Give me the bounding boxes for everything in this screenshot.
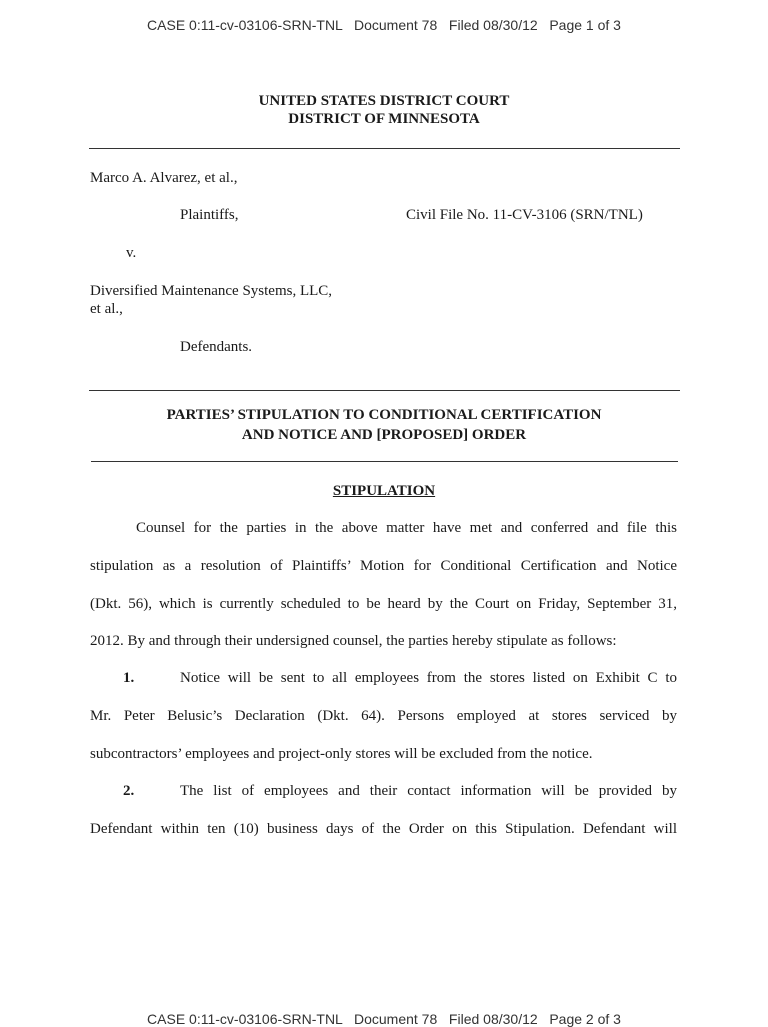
- defendant-name-line1: Diversified Maintenance Systems, LLC,: [90, 283, 333, 299]
- item-2-number: 2.: [123, 783, 135, 799]
- defendant-role: Defendants.: [180, 339, 253, 355]
- intro-line-4: 2012. By and through their undersigned counsel, the parties hereby stipulate as follows:: [90, 633, 617, 649]
- document-title-line1: PARTIES’ STIPULATION TO CONDITIONAL CERTIFICATION: [166, 407, 602, 423]
- versus-label: v.: [126, 245, 137, 261]
- section-heading: STIPULATION: [332, 483, 436, 499]
- intro-line-2: stipulation as a resolution of Plaintiffs’ Motion for Conditional Certification and Notice: [90, 558, 677, 574]
- divider-caption-bottom: [89, 390, 680, 391]
- item-1-line-3: subcontractors’ employees and project-only stores will be excluded from the notice.: [90, 746, 593, 762]
- divider-top: [89, 148, 680, 149]
- item-1-first-line: Notice will be sent to all employees from the stores listed on Exhibit C to: [180, 670, 677, 686]
- court-district: DISTRICT OF MINNESOTA: [288, 111, 480, 127]
- civil-file-number: Civil File No. 11-CV-3106 (SRN/TNL): [406, 207, 643, 223]
- defendant-name-line2: et al.,: [90, 301, 123, 317]
- court-name: UNITED STATES DISTRICT COURT: [258, 93, 510, 109]
- item-1-line-2: Mr. Peter Belusic’s Declaration (Dkt. 64). Persons employed at stores serviced by: [90, 708, 677, 724]
- intro-line-1: Counsel for the parties in the above matter have met and conferred and file this: [136, 520, 677, 536]
- intro-line-3: (Dkt. 56), which is currently scheduled to be heard by the Court on Friday, September 31,: [90, 596, 677, 612]
- item-2-line-2: Defendant within ten (10) business days of the Order on this Stipulation. Defendant will: [90, 821, 677, 837]
- divider-title-bottom: [91, 461, 678, 462]
- plaintiff-role: Plaintiffs,: [180, 207, 239, 223]
- page-header-next: CASE 0:11-cv-03106-SRN-TNL Document 78 Filed 08/30/12 Page 2 of 3: [147, 1011, 621, 1027]
- page-header-top: CASE 0:11-cv-03106-SRN-TNL Document 78 Filed 08/30/12 Page 1 of 3: [147, 17, 621, 33]
- document-title-line2: AND NOTICE AND [PROPOSED] ORDER: [241, 427, 527, 443]
- plaintiff-name: Marco A. Alvarez, et al.,: [90, 170, 238, 186]
- item-2-first-line: The list of employees and their contact information will be provided by: [180, 783, 677, 799]
- item-1-number: 1.: [123, 670, 135, 686]
